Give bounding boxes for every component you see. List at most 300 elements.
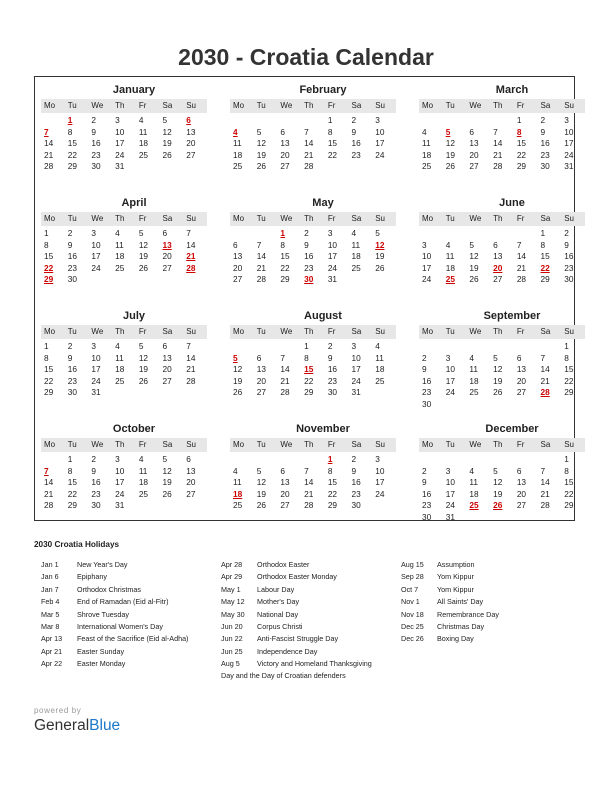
day-cell[interactable]: 22 <box>564 375 574 386</box>
day-cell[interactable]: 27 <box>256 387 266 397</box>
day-cell[interactable]: 8 <box>564 352 569 363</box>
day-cell[interactable]: 2 <box>91 115 97 125</box>
day-cell[interactable]: 20 <box>280 149 290 160</box>
day-cell[interactable]: 24 <box>115 488 125 499</box>
day-cell[interactable]: 5 <box>469 239 475 250</box>
day-cell[interactable]: 4 <box>233 465 238 476</box>
day-cell[interactable]: 1 <box>280 228 286 238</box>
day-cell[interactable]: 5 <box>493 352 498 363</box>
day-cell[interactable]: 5 <box>233 352 238 363</box>
day-cell[interactable]: 30 <box>327 387 338 397</box>
day-cell[interactable]: 16 <box>67 364 77 374</box>
day-cell[interactable]: 2 <box>67 228 73 238</box>
day-cell[interactable]: 27 <box>516 387 527 397</box>
day-cell[interactable]: 9 <box>67 352 73 363</box>
day-cell[interactable]: 14 <box>256 251 266 261</box>
day-cell[interactable]: 18 <box>115 251 125 261</box>
day-cell[interactable]: 8 <box>540 239 546 250</box>
day-cell[interactable]: 12 <box>469 251 479 261</box>
day-cell[interactable]: 11 <box>469 477 479 487</box>
day-cell[interactable]: 6 <box>162 341 168 351</box>
day-cell[interactable]: 20 <box>469 149 479 160</box>
day-cell[interactable]: 30 <box>422 398 432 409</box>
day-cell[interactable]: 31 <box>445 511 455 522</box>
day-cell[interactable]: 29 <box>516 161 527 171</box>
day-cell[interactable]: 13 <box>256 364 266 374</box>
day-cell[interactable]: 29 <box>304 387 314 397</box>
day-cell[interactable]: 19 <box>162 138 172 148</box>
day-cell[interactable]: 5 <box>256 465 262 476</box>
day-cell[interactable]: 8 <box>44 239 49 250</box>
day-cell[interactable]: 7 <box>186 228 191 238</box>
day-cell[interactable]: 27 <box>186 149 196 160</box>
day-cell[interactable]: 20 <box>162 364 172 374</box>
day-cell[interactable]: 18 <box>469 488 479 499</box>
day-cell[interactable]: 19 <box>138 251 149 261</box>
day-cell[interactable]: 24 <box>91 375 101 386</box>
day-cell[interactable]: 10 <box>91 239 101 250</box>
day-cell[interactable]: 18 <box>469 375 479 386</box>
day-cell[interactable]: 18 <box>138 138 149 148</box>
day-cell[interactable]: 4 <box>469 465 475 476</box>
day-cell[interactable]: 17 <box>422 262 432 273</box>
day-cell[interactable]: 15 <box>44 364 54 374</box>
day-cell[interactable]: 27 <box>233 274 243 284</box>
day-cell[interactable]: 1 <box>327 454 333 464</box>
day-cell[interactable]: 21 <box>540 488 550 499</box>
day-cell[interactable]: 29 <box>44 274 54 284</box>
day-cell[interactable]: 25 <box>351 262 361 273</box>
day-cell[interactable]: 1 <box>44 228 49 238</box>
day-cell[interactable]: 20 <box>516 375 527 386</box>
day-cell[interactable]: 10 <box>375 465 385 476</box>
day-cell[interactable]: 27 <box>493 274 503 284</box>
day-cell[interactable]: 6 <box>280 465 286 476</box>
day-cell[interactable]: 9 <box>327 352 333 363</box>
day-cell[interactable]: 10 <box>115 465 125 476</box>
day-cell[interactable]: 17 <box>375 138 385 148</box>
day-cell[interactable]: 19 <box>138 364 149 374</box>
day-cell[interactable]: 13 <box>493 251 503 261</box>
day-cell[interactable]: 15 <box>327 138 338 148</box>
day-cell[interactable]: 3 <box>115 115 120 125</box>
day-cell[interactable]: 19 <box>493 375 503 386</box>
day-cell[interactable]: 17 <box>564 138 574 148</box>
day-cell[interactable]: 11 <box>445 251 455 261</box>
day-cell[interactable]: 16 <box>351 138 361 148</box>
day-cell[interactable]: 29 <box>67 161 77 171</box>
day-cell[interactable]: 26 <box>375 262 385 273</box>
day-cell[interactable]: 6 <box>186 454 191 464</box>
day-cell[interactable]: 26 <box>493 500 503 510</box>
day-cell[interactable]: 3 <box>445 352 451 363</box>
day-cell[interactable]: 19 <box>256 149 266 160</box>
day-cell[interactable]: 26 <box>256 161 266 171</box>
day-cell[interactable]: 14 <box>304 477 314 487</box>
day-cell[interactable]: 4 <box>233 126 238 137</box>
day-cell[interactable]: 1 <box>304 341 309 351</box>
day-cell[interactable]: 10 <box>91 352 101 363</box>
day-cell[interactable]: 11 <box>233 477 242 487</box>
day-cell[interactable]: 10 <box>445 364 455 374</box>
day-cell[interactable]: 27 <box>516 500 527 510</box>
day-cell[interactable]: 29 <box>564 387 574 397</box>
day-cell[interactable]: 1 <box>564 454 569 464</box>
day-cell[interactable]: 18 <box>445 262 455 273</box>
day-cell[interactable]: 11 <box>422 138 431 148</box>
day-cell[interactable]: 25 <box>445 274 455 284</box>
day-cell[interactable]: 17 <box>351 364 361 374</box>
day-cell[interactable]: 30 <box>91 500 101 510</box>
day-cell[interactable]: 13 <box>186 465 196 476</box>
day-cell[interactable]: 26 <box>162 488 172 499</box>
day-cell[interactable]: 21 <box>516 262 527 273</box>
day-cell[interactable]: 2 <box>351 454 357 464</box>
day-cell[interactable]: 14 <box>280 364 290 374</box>
day-cell[interactable]: 14 <box>44 138 54 148</box>
day-cell[interactable]: 17 <box>375 477 385 487</box>
day-cell[interactable]: 7 <box>44 465 49 476</box>
day-cell[interactable]: 18 <box>375 364 385 374</box>
day-cell[interactable]: 2 <box>540 115 546 125</box>
day-cell[interactable]: 20 <box>162 251 172 261</box>
day-cell[interactable]: 14 <box>44 477 54 487</box>
day-cell[interactable]: 10 <box>422 251 432 261</box>
day-cell[interactable]: 2 <box>91 454 97 464</box>
day-cell[interactable]: 18 <box>115 364 125 374</box>
day-cell[interactable]: 1 <box>516 115 522 125</box>
day-cell[interactable]: 19 <box>256 488 266 499</box>
day-cell[interactable]: 2 <box>304 228 309 238</box>
day-cell[interactable]: 12 <box>162 465 172 476</box>
day-cell[interactable]: 29 <box>540 274 550 284</box>
day-cell[interactable]: 26 <box>493 387 503 397</box>
day-cell[interactable]: 16 <box>351 477 361 487</box>
day-cell[interactable]: 14 <box>540 477 550 487</box>
day-cell[interactable]: 30 <box>304 274 314 284</box>
day-cell[interactable]: 22 <box>67 488 77 499</box>
day-cell[interactable]: 5 <box>375 228 380 238</box>
generalblue-logo[interactable] <box>34 717 120 735</box>
day-cell[interactable]: 28 <box>186 262 196 273</box>
day-cell[interactable]: 30 <box>67 274 77 284</box>
day-cell[interactable]: 27 <box>162 375 172 386</box>
day-cell[interactable]: 12 <box>162 126 172 137</box>
day-cell[interactable]: 23 <box>540 149 550 160</box>
day-cell[interactable]: 21 <box>304 488 314 499</box>
day-cell[interactable]: 22 <box>44 262 54 273</box>
day-cell[interactable]: 24 <box>422 274 432 284</box>
day-cell[interactable]: 17 <box>445 488 455 499</box>
day-cell[interactable]: 9 <box>422 364 427 374</box>
day-cell[interactable]: 9 <box>422 477 427 487</box>
day-cell[interactable]: 16 <box>67 251 77 261</box>
day-cell[interactable]: 18 <box>233 149 243 160</box>
day-cell[interactable]: 12 <box>138 239 149 250</box>
day-cell[interactable]: 31 <box>91 387 101 397</box>
day-cell[interactable]: 3 <box>115 454 120 464</box>
day-cell[interactable]: 28 <box>256 274 266 284</box>
day-cell[interactable]: 23 <box>304 262 314 273</box>
day-cell[interactable]: 30 <box>351 500 361 510</box>
day-cell[interactable]: 13 <box>162 352 172 363</box>
day-cell[interactable]: 2 <box>351 115 357 125</box>
day-cell[interactable]: 5 <box>138 341 144 351</box>
day-cell[interactable]: 6 <box>186 115 191 125</box>
day-cell[interactable]: 29 <box>280 274 290 284</box>
day-cell[interactable]: 16 <box>91 138 101 148</box>
day-cell[interactable]: 12 <box>493 477 503 487</box>
day-cell[interactable]: 26 <box>138 262 149 273</box>
day-cell[interactable]: 5 <box>493 465 498 476</box>
day-cell[interactable]: 8 <box>304 352 309 363</box>
day-cell[interactable]: 15 <box>564 477 574 487</box>
day-cell[interactable]: 24 <box>327 262 338 273</box>
day-cell[interactable]: 19 <box>162 477 172 487</box>
day-cell[interactable]: 7 <box>44 126 49 137</box>
day-cell[interactable]: 22 <box>327 488 338 499</box>
day-cell[interactable]: 13 <box>469 138 479 148</box>
day-cell[interactable]: 26 <box>233 387 243 397</box>
day-cell[interactable]: 4 <box>351 228 357 238</box>
day-cell[interactable]: 16 <box>564 251 574 261</box>
day-cell[interactable]: 19 <box>445 149 455 160</box>
day-cell[interactable]: 4 <box>375 341 380 351</box>
day-cell[interactable]: 8 <box>67 465 73 476</box>
day-cell[interactable]: 9 <box>91 465 97 476</box>
day-cell[interactable]: 12 <box>493 364 503 374</box>
day-cell[interactable]: 17 <box>445 375 455 386</box>
day-cell[interactable]: 16 <box>422 375 432 386</box>
day-cell[interactable]: 19 <box>375 251 385 261</box>
day-cell[interactable]: 9 <box>564 239 569 250</box>
day-cell[interactable]: 2 <box>422 465 427 476</box>
day-cell[interactable]: 27 <box>280 161 290 171</box>
day-cell[interactable]: 20 <box>186 138 196 148</box>
day-cell[interactable]: 8 <box>516 126 522 137</box>
day-cell[interactable]: 6 <box>233 239 238 250</box>
day-cell[interactable]: 9 <box>351 465 357 476</box>
day-cell[interactable]: 6 <box>280 126 286 137</box>
day-cell[interactable]: 25 <box>375 375 385 386</box>
day-cell[interactable]: 9 <box>304 239 309 250</box>
day-cell[interactable]: 23 <box>91 488 101 499</box>
day-cell[interactable]: 10 <box>327 239 338 250</box>
day-cell[interactable]: 7 <box>516 239 522 250</box>
day-cell[interactable]: 11 <box>115 239 124 250</box>
day-cell[interactable]: 4 <box>138 115 144 125</box>
day-cell[interactable]: 15 <box>540 251 550 261</box>
day-cell[interactable]: 6 <box>469 126 475 137</box>
day-cell[interactable]: 1 <box>564 341 569 351</box>
day-cell[interactable]: 11 <box>233 138 242 148</box>
day-cell[interactable]: 27 <box>469 161 479 171</box>
day-cell[interactable]: 7 <box>280 352 286 363</box>
day-cell[interactable]: 11 <box>115 352 124 363</box>
day-cell[interactable]: 21 <box>540 375 550 386</box>
day-cell[interactable]: 20 <box>493 262 503 273</box>
day-cell[interactable]: 7 <box>256 239 262 250</box>
day-cell[interactable]: 9 <box>67 239 73 250</box>
day-cell[interactable]: 13 <box>516 477 527 487</box>
day-cell[interactable]: 15 <box>67 477 77 487</box>
day-cell[interactable]: 24 <box>445 500 455 510</box>
day-cell[interactable]: 3 <box>375 454 380 464</box>
day-cell[interactable]: 2 <box>422 352 427 363</box>
day-cell[interactable]: 5 <box>162 454 168 464</box>
day-cell[interactable]: 20 <box>516 488 527 499</box>
day-cell[interactable]: 13 <box>186 126 196 137</box>
day-cell[interactable]: 24 <box>375 488 385 499</box>
day-cell[interactable]: 5 <box>162 115 168 125</box>
day-cell[interactable]: 26 <box>138 375 149 386</box>
day-cell[interactable]: 24 <box>445 387 455 397</box>
day-cell[interactable]: 15 <box>516 138 527 148</box>
day-cell[interactable]: 16 <box>91 477 101 487</box>
day-cell[interactable]: 20 <box>233 262 243 273</box>
day-cell[interactable]: 25 <box>138 488 149 499</box>
day-cell[interactable]: 22 <box>304 375 314 386</box>
day-cell[interactable]: 31 <box>351 387 361 397</box>
day-cell[interactable]: 3 <box>327 228 333 238</box>
day-cell[interactable]: 28 <box>304 161 314 171</box>
day-cell[interactable]: 24 <box>115 149 125 160</box>
day-cell[interactable]: 22 <box>280 262 290 273</box>
day-cell[interactable]: 22 <box>327 149 338 160</box>
day-cell[interactable]: 1 <box>67 454 73 464</box>
day-cell[interactable]: 29 <box>564 500 574 510</box>
day-cell[interactable]: 10 <box>564 126 574 137</box>
day-cell[interactable]: 8 <box>564 465 569 476</box>
day-cell[interactable]: 24 <box>564 149 574 160</box>
day-cell[interactable]: 11 <box>138 126 148 137</box>
day-cell[interactable]: 10 <box>351 352 361 363</box>
day-cell[interactable]: 21 <box>44 149 54 160</box>
day-cell[interactable]: 21 <box>280 375 290 386</box>
day-cell[interactable]: 25 <box>138 149 149 160</box>
day-cell[interactable]: 13 <box>280 138 290 148</box>
day-cell[interactable]: 30 <box>422 511 432 522</box>
day-cell[interactable]: 27 <box>186 488 196 499</box>
day-cell[interactable]: 23 <box>91 149 101 160</box>
day-cell[interactable]: 8 <box>327 126 333 137</box>
day-cell[interactable]: 4 <box>115 341 120 351</box>
day-cell[interactable]: 28 <box>44 500 54 510</box>
day-cell[interactable]: 9 <box>540 126 546 137</box>
day-cell[interactable]: 31 <box>564 161 574 171</box>
day-cell[interactable]: 7 <box>540 352 546 363</box>
day-cell[interactable]: 22 <box>44 375 54 386</box>
day-cell[interactable]: 1 <box>540 228 546 238</box>
day-cell[interactable]: 15 <box>304 364 314 374</box>
day-cell[interactable]: 6 <box>162 228 168 238</box>
day-cell[interactable]: 4 <box>115 228 120 238</box>
day-cell[interactable]: 20 <box>280 488 290 499</box>
day-cell[interactable]: 3 <box>564 115 569 125</box>
day-cell[interactable]: 8 <box>280 239 286 250</box>
day-cell[interactable]: 28 <box>304 500 314 510</box>
day-cell[interactable]: 27 <box>280 500 290 510</box>
day-cell[interactable]: 25 <box>422 161 432 171</box>
day-cell[interactable]: 20 <box>256 375 266 386</box>
day-cell[interactable]: 17 <box>115 477 125 487</box>
day-cell[interactable]: 14 <box>186 239 196 250</box>
day-cell[interactable]: 16 <box>304 251 314 261</box>
day-cell[interactable]: 11 <box>138 465 148 476</box>
day-cell[interactable]: 23 <box>564 262 574 273</box>
day-cell[interactable]: 13 <box>162 239 172 250</box>
day-cell[interactable]: 17 <box>91 251 101 261</box>
day-cell[interactable]: 21 <box>186 364 196 374</box>
day-cell[interactable]: 22 <box>516 149 527 160</box>
day-cell[interactable]: 8 <box>44 352 49 363</box>
day-cell[interactable]: 26 <box>162 149 172 160</box>
day-cell[interactable]: 30 <box>91 161 101 171</box>
day-cell[interactable]: 21 <box>256 262 266 273</box>
day-cell[interactable]: 31 <box>115 500 125 510</box>
day-cell[interactable]: 14 <box>516 251 527 261</box>
day-cell[interactable]: 28 <box>44 161 54 171</box>
day-cell[interactable]: 8 <box>67 126 73 137</box>
day-cell[interactable]: 6 <box>516 352 522 363</box>
day-cell[interactable]: 16 <box>540 138 550 148</box>
day-cell[interactable]: 17 <box>91 364 101 374</box>
day-cell[interactable]: 13 <box>516 364 527 374</box>
day-cell[interactable]: 5 <box>138 228 144 238</box>
day-cell[interactable]: 23 <box>327 375 338 386</box>
day-cell[interactable]: 6 <box>516 465 522 476</box>
day-cell[interactable]: 12 <box>445 138 455 148</box>
day-cell[interactable]: 12 <box>138 352 149 363</box>
day-cell[interactable]: 23 <box>67 375 77 386</box>
day-cell[interactable]: 17 <box>327 251 338 261</box>
day-cell[interactable]: 25 <box>469 500 479 510</box>
day-cell[interactable]: 12 <box>233 364 243 374</box>
day-cell[interactable]: 18 <box>233 488 243 499</box>
day-cell[interactable]: 5 <box>256 126 262 137</box>
day-cell[interactable]: 23 <box>67 262 77 273</box>
day-cell[interactable]: 26 <box>256 500 266 510</box>
day-cell[interactable]: 23 <box>351 488 361 499</box>
day-cell[interactable]: 17 <box>115 138 125 148</box>
day-cell[interactable]: 9 <box>351 126 357 137</box>
day-cell[interactable]: 3 <box>422 239 427 250</box>
day-cell[interactable]: 14 <box>493 138 503 148</box>
day-cell[interactable]: 13 <box>280 477 290 487</box>
day-cell[interactable]: 7 <box>186 341 191 351</box>
day-cell[interactable]: 15 <box>564 364 574 374</box>
day-cell[interactable]: 28 <box>493 161 503 171</box>
day-cell[interactable]: 18 <box>422 149 432 160</box>
day-cell[interactable]: 2 <box>564 228 569 238</box>
day-cell[interactable]: 22 <box>564 488 574 499</box>
day-cell[interactable]: 15 <box>327 477 338 487</box>
day-cell[interactable]: 15 <box>67 138 77 148</box>
day-cell[interactable]: 23 <box>351 149 361 160</box>
day-cell[interactable]: 14 <box>186 352 196 363</box>
day-cell[interactable]: 30 <box>564 274 574 284</box>
day-cell[interactable]: 7 <box>493 126 498 137</box>
day-cell[interactable]: 7 <box>304 465 309 476</box>
day-cell[interactable]: 2 <box>67 341 73 351</box>
day-cell[interactable]: 11 <box>375 352 384 363</box>
day-cell[interactable]: 3 <box>91 228 97 238</box>
day-cell[interactable]: 1 <box>67 115 73 125</box>
day-cell[interactable]: 23 <box>422 500 432 510</box>
day-cell[interactable]: 4 <box>138 454 144 464</box>
day-cell[interactable]: 8 <box>327 465 333 476</box>
day-cell[interactable]: 6 <box>256 352 262 363</box>
